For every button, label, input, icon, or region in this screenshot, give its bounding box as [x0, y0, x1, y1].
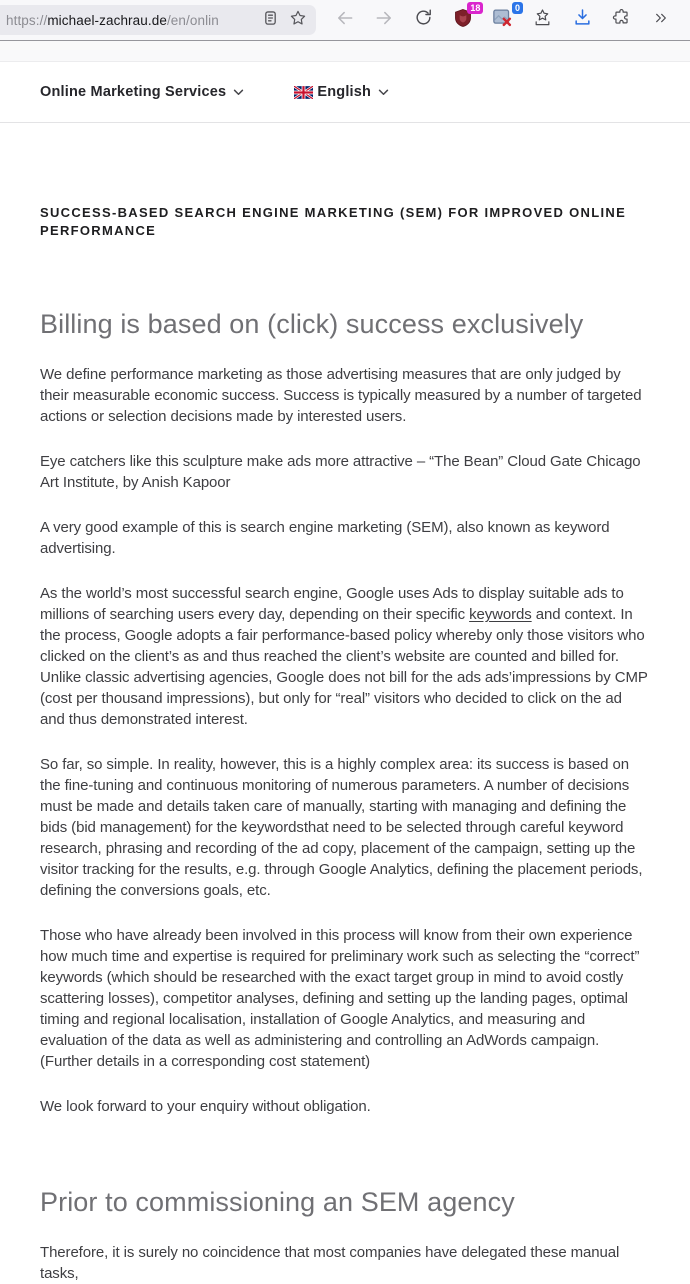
paragraph-so-far: So far, so simple. In reality, however, this is a highly complex area: its success is based on the fine-tuning and continuous monitoring of numerous parameters. A number of decisions must be made and details taken care of manually, starting with managing and defining the bids (bid management) for the keywordsthat need to be selected through careful keyword research, phrasing and recording of the ad copy, placement of the campaign, setting up the visitor tracking for the results, e.g. through Google Analytics, defining the placement periods, defining the conversions goals, etc.	[40, 756, 643, 900]
reload-icon	[414, 8, 433, 32]
download-icon	[573, 8, 592, 32]
nav-services-label: Online Marketing Services	[40, 84, 227, 100]
star-icon	[289, 9, 307, 32]
nav-online-marketing-services[interactable]	[40, 84, 244, 100]
reload-button[interactable]	[409, 5, 439, 35]
paragraph-therefore: Therefore, it is surely no coincidence that most companies have delegated these manual tasks,	[40, 1244, 620, 1283]
paragraph-google-before-link: As the world’s most successful search engine, Google uses Ads to display suitable ads to millions of searching users every day, depending on their specific	[40, 585, 624, 624]
content-blocker-extension-button[interactable]	[488, 5, 518, 35]
nav-language-label: English	[317, 84, 372, 100]
reader-mode-button[interactable]	[256, 7, 284, 33]
url-scheme: https://	[6, 12, 48, 28]
uk-flag-icon	[294, 86, 313, 99]
paragraph-google	[40, 583, 650, 730]
chevron-down-icon	[378, 84, 389, 100]
paragraph-define: We define performance marketing as those advertising measures that are only judged by their measurable economic success. Success is typically measured by a number of targeted actions or selection decisions made by interested users.	[40, 366, 642, 426]
forward-button[interactable]	[369, 5, 399, 35]
reader-mode-icon	[263, 10, 278, 31]
adblocker-extension-button[interactable]	[448, 3, 481, 35]
toolbar-buttons	[316, 5, 690, 35]
chevron-down-icon	[233, 84, 244, 100]
paragraph-those-involved: Those who have already been involved in this process will know from their own experience how much time and expertise is required for preliminary work such as selecting the “correct” keywords (which should be researched with the exact target group in mind to avoid costly scattering losses), competitor analyses, defining and setting up the landing pages, optimal timing and regional localisation, installation of Google Analytics, and measuring and evaluation of the data as well as administering and controlling an AdWords campaign. (Further details in a corresponding cost statement)	[40, 927, 640, 1071]
toolbar-overflow-button[interactable]	[646, 5, 676, 35]
blocked-image-icon	[492, 8, 513, 32]
url-text[interactable]	[6, 13, 256, 28]
bookmark-star-button[interactable]	[284, 7, 312, 33]
content-blocker-badge: 0	[512, 2, 523, 14]
url-domain: michael-zachrau.de	[47, 12, 167, 28]
forward-icon	[374, 8, 394, 33]
extensions-button[interactable]	[607, 5, 637, 35]
paragraph-eyecatcher-caption: Eye catchers like this sculpture make ads more attractive – “The Bean” Cloud Gate Chicago Art Institute, by Anish Kapoor	[40, 453, 641, 492]
site-header	[0, 62, 690, 123]
downloads-button[interactable]	[567, 5, 597, 35]
paragraph-google-after-link: and context. In the process, Google adopts a fair performance-based policy whereby only those visitors who clicked on the client’s as and thus reached the client’s website are counted and billed for. Unlike classic advertising agencies, Google does not bill for the ads ads’impressions by CMP (cost per thousand impressions), but only for “real” visitors who decided to click on the ad and thus demonstrated interest.	[40, 606, 648, 729]
page-content	[0, 204, 690, 1284]
browser-toolbar	[0, 0, 690, 41]
bookmarks-menu-button[interactable]	[528, 5, 558, 35]
puzzle-piece-icon	[612, 8, 631, 32]
section-title-billing: Billing is based on (click) success exclusively	[40, 309, 584, 339]
adblocker-badge: 18	[467, 2, 483, 14]
chrome-strip	[0, 41, 690, 62]
back-button[interactable]	[330, 5, 360, 35]
page-kicker-heading: SUCCESS-BASED SEARCH ENGINE MARKETING (SEM) FOR IMPROVED ONLINE PERFORMANCE	[40, 205, 627, 238]
double-chevron-icon	[653, 10, 669, 31]
url-path: /en/onlin	[166, 12, 219, 28]
paragraph-example: A very good example of this is search engine marketing (SEM), also known as keyword advertising.	[40, 519, 610, 558]
back-icon	[335, 8, 355, 33]
address-bar[interactable]	[0, 5, 316, 35]
star-tray-icon	[533, 8, 552, 32]
nav-language-selector[interactable]	[294, 84, 389, 100]
paragraph-enquiry: We look forward to your enquiry without obligation.	[40, 1098, 371, 1116]
keywords-link[interactable]: keywords	[469, 606, 532, 624]
section-title-prior: Prior to commissioning an SEM agency	[40, 1187, 515, 1218]
